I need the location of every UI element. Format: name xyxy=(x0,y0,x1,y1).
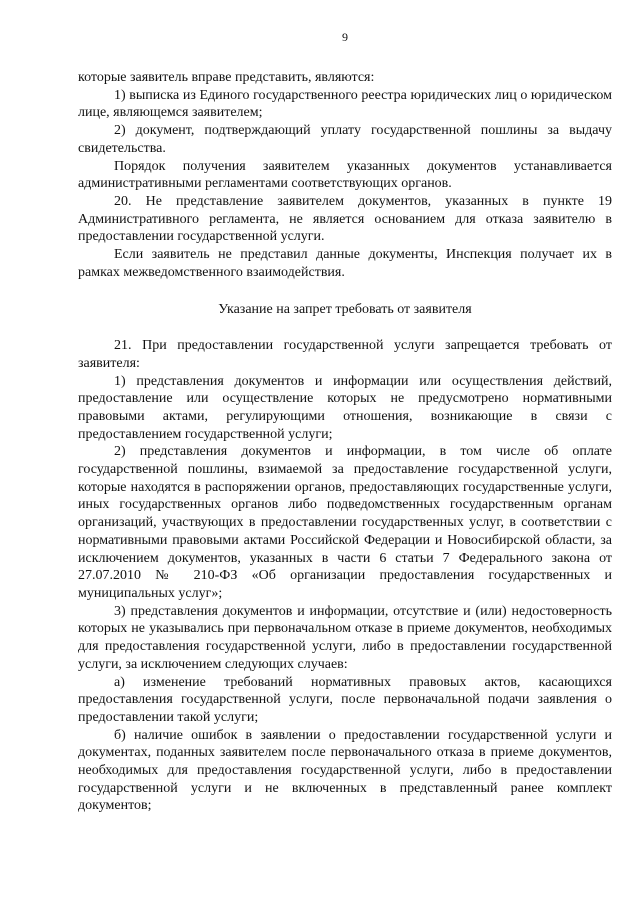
page-number: 9 xyxy=(342,30,348,44)
document-page xyxy=(78,0,612,905)
paragraph-item-1-egrul-extract: 1) выписка из Единого государственного реестра юридических лиц о юридическом лице, являющемся заявителем; xyxy=(78,87,612,121)
paragraph-case-a: а) изменение требований нормативных правовых актов, касающихся предоставления государственной услуги, после первоначальной подачи заявления о предоставлении такой услуги; xyxy=(78,674,612,725)
paragraph-interagency: Если заявитель не представил данные документы, Инспекция получает их в рамках межведомственного взаимодействия. xyxy=(78,247,612,280)
paragraph-clause-20: 20. Не представление заявителем документов, указанных в пункте 19 Административного регламента, не является основанием для отказа заявителю в предоставлении государственной услуги. xyxy=(78,193,612,245)
paragraph-item-2-fee-document: 2) документ, подтверждающий уплату государственной пошлины за выдачу свидетельства. xyxy=(78,123,612,156)
paragraph-prohibition-1: 1) представления документов и информации или осуществления действий, предоставление или осуществление которых не предусмотрено нормативными правовыми актами, регулирующими отношения, возникающие в связи с предоставлением государственной услуги; xyxy=(78,373,612,442)
paragraph-procedure: Порядок получения заявителем указанных документов устанавливается административными регламентами соответствующих органов. xyxy=(78,158,612,192)
paragraph-case-b: б) наличие ошибок в заявлении о предоставлении государственной услуги и документах, поданных заявителем после первоначального отказа в приеме документов, необходимых для предоставления государственной услуги, либо в предоставлении государственной услуги и не включенных в представленный ранее комплект документов; xyxy=(78,727,612,814)
paragraph-prohibition-3: 3) представления документов и информации, отсутствие и (или) недостоверность которых не указывались при первоначальном отказе в приеме документов, необходимых для предоставления государственной услуги, либо в предоставлении государственной услуги, за исключением следующих случаев: xyxy=(78,603,612,672)
paragraph-continuation: которые заявитель вправе представить, являются: xyxy=(78,70,375,85)
document-body xyxy=(78,69,612,815)
paragraph-prohibition-2: 2) представления документов и информации, в том числе об оплате государственной пошлины, взимаемой за предоставление государственной услуги, которые находятся в распоряжении органов, предоставляющих государственные услуги, иных государственных органов либо подведомственных государственным органам организаций, участвующих в предоставлении государственных услуг, в соответствии с нормативными правовыми актами Российской Федерации и Новосибирской области, за исключением документов, указанных в части 6 статьи 7 Федерального закона от 27.07.2010 № 210-ФЗ «Об организации предоставления государственных и муниципальных услуг»; xyxy=(78,444,612,601)
paragraph-clause-21: 21. При предоставлении государственной услуги запрещается требовать от заявителя: xyxy=(78,338,612,371)
section-heading: Указание на запрет требовать от заявителя xyxy=(218,302,472,318)
